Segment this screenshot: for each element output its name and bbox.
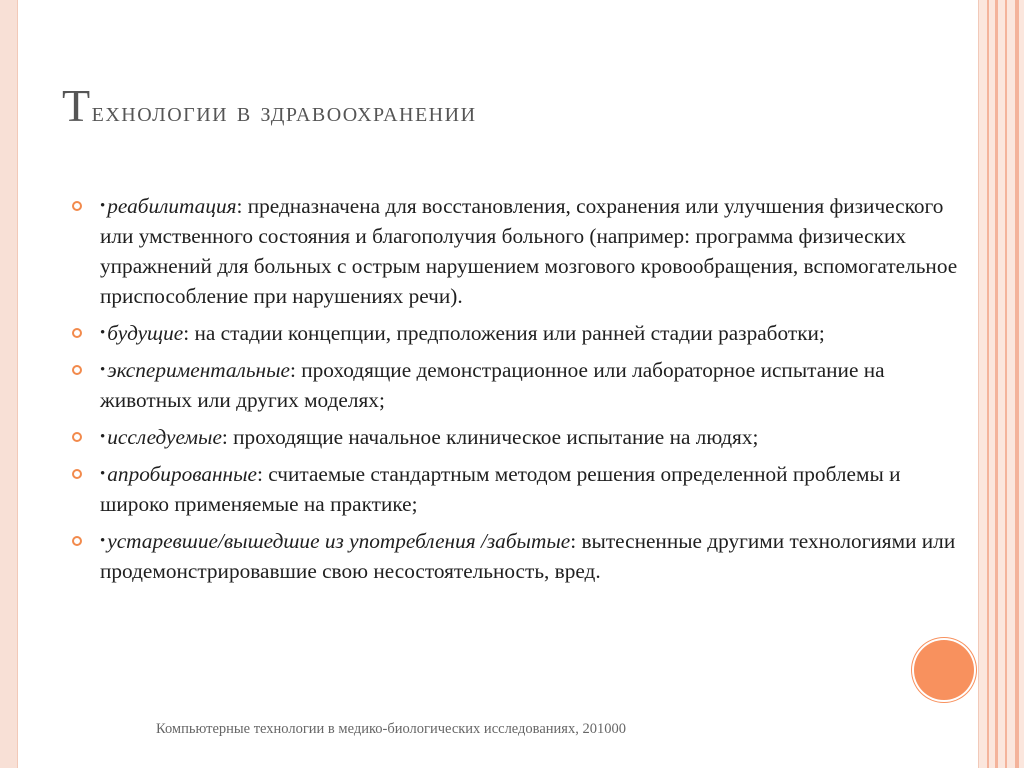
bullet-ring-icon xyxy=(72,432,82,442)
inline-dot: • xyxy=(100,362,106,378)
inline-dot: • xyxy=(100,325,106,341)
bullet-item-future xyxy=(72,318,962,348)
bullet-item-rehabilitation xyxy=(72,191,962,311)
decorative-stripes xyxy=(979,0,1024,768)
bullet-text: : проходящие начальное клиническое испытание на людях; xyxy=(221,425,759,449)
bullet-term: устаревшие/вышедшие из употребления /забытые xyxy=(107,529,571,553)
bullet-term: экспериментальные xyxy=(107,358,290,382)
bullet-text: : предназначена для восстановления, сохранения или улучшения физического или умственного состояния и благополучия больного (например: программа физических упражнений для больных с острым нарушением мозгового кровообращения, вспомогательное приспособление при нарушениях речи). xyxy=(100,194,958,308)
inline-dot: • xyxy=(100,429,106,445)
bullet-item-experimental xyxy=(72,355,962,415)
decorative-circle-icon xyxy=(914,640,974,700)
stripe xyxy=(987,0,989,768)
bullet-text: : вытесненные другими технологиями или продемонстрировавшие свою несостоятельность, вред. xyxy=(100,529,956,583)
inline-dot: • xyxy=(100,466,106,482)
slide-footer: Компьютерные технологии в медико-биологических исследованиях, 201000 xyxy=(156,721,626,737)
title-first-letter: Т xyxy=(62,80,92,131)
bullet-term: исследуемые xyxy=(107,425,222,449)
bullet-item-obsolete xyxy=(72,526,962,586)
bullet-item-investigational xyxy=(72,422,962,452)
bullet-item-established xyxy=(72,459,962,519)
bullet-ring-icon xyxy=(72,201,82,211)
title-rest: ехнологии в здравоохранении xyxy=(91,96,477,128)
bullet-ring-icon xyxy=(72,469,82,479)
bullet-text: : на стадии концепции, предположения или ранней стадии разработки; xyxy=(183,321,825,345)
bullet-ring-icon xyxy=(72,365,82,375)
stripe xyxy=(995,0,998,768)
bullet-term: реабилитация xyxy=(107,194,237,218)
stripe xyxy=(1015,0,1019,768)
bullet-text: : считаемые стандартным методом решения определенной проблемы и широко применяемые на практике; xyxy=(100,462,901,516)
bullet-list xyxy=(72,191,962,593)
bullet-term: будущие xyxy=(107,321,184,345)
inline-dot: • xyxy=(100,533,106,549)
bullet-ring-icon xyxy=(72,328,82,338)
slide-title xyxy=(62,77,922,141)
bullet-text: : проходящие демонстрационное или лабораторное испытание на животных или других моделях; xyxy=(100,358,885,412)
bullet-ring-icon xyxy=(72,536,82,546)
stripe xyxy=(1005,0,1007,768)
bullet-term: апробированные xyxy=(107,462,257,486)
inline-dot: • xyxy=(100,198,106,214)
